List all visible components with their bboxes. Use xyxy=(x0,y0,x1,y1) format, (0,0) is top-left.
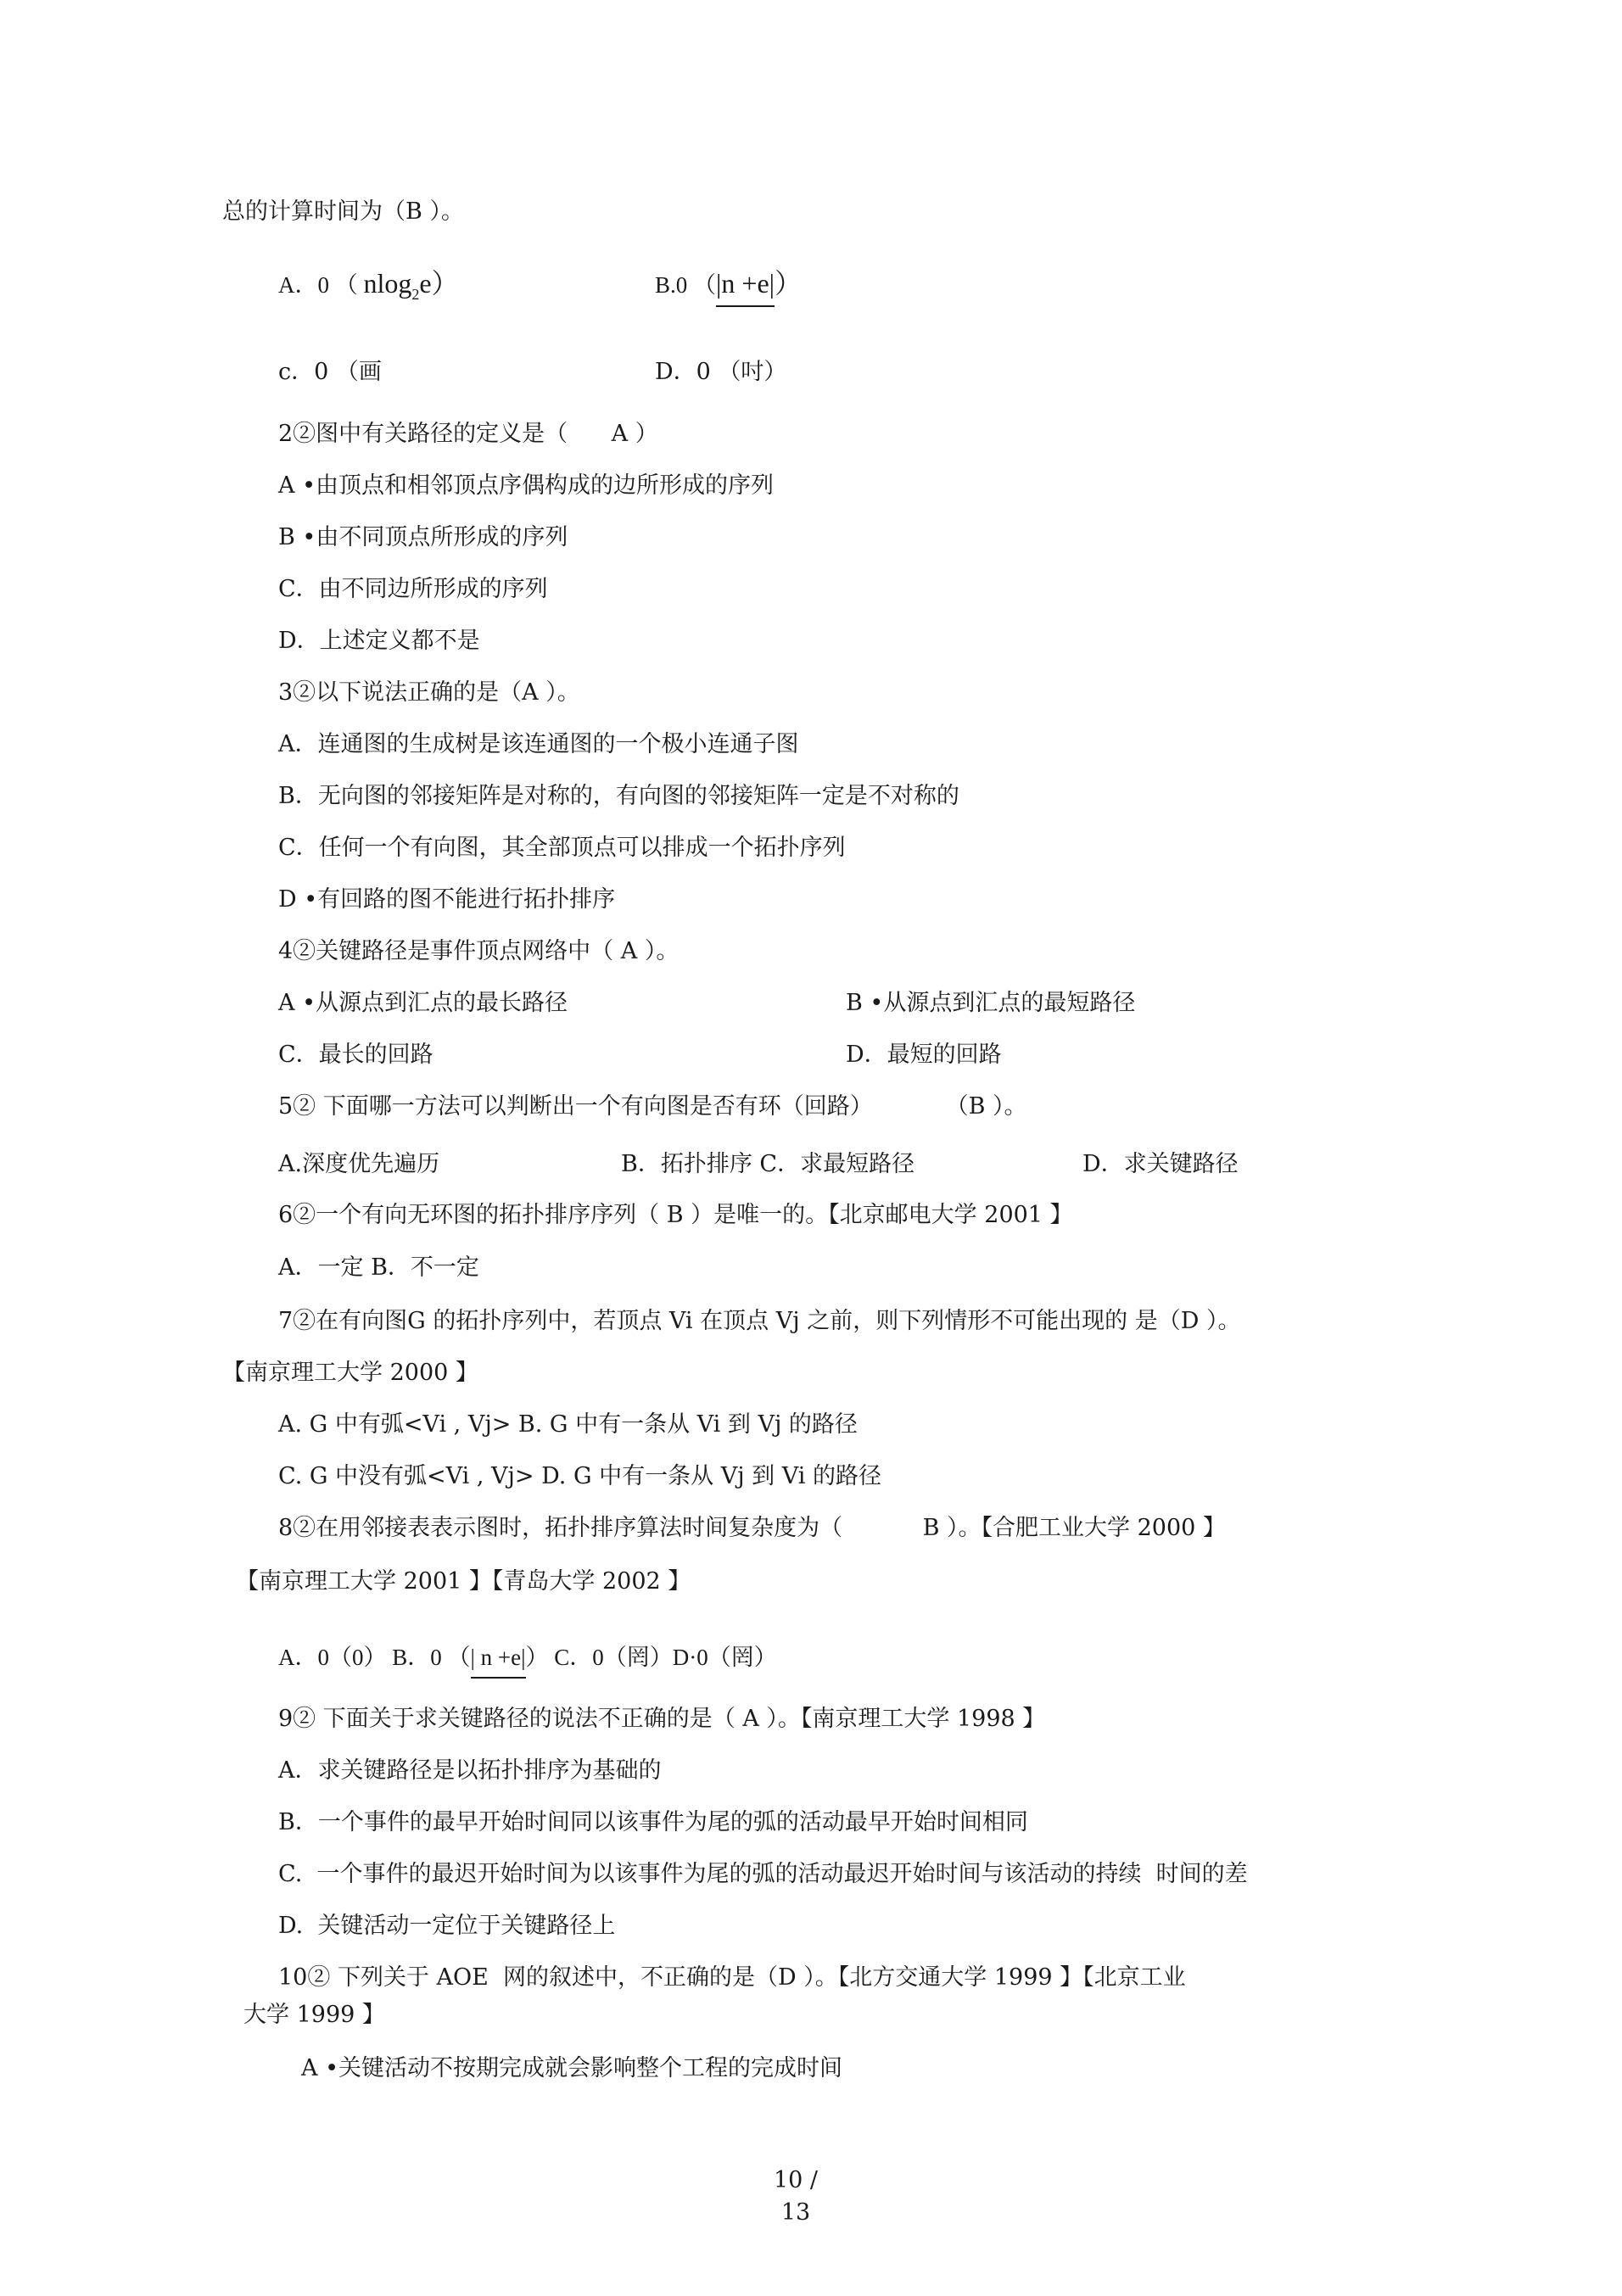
question-4: 4②关键路径是事件顶点网络中（ A ）。 xyxy=(278,938,680,964)
page-number-total: 13 xyxy=(780,2199,811,2226)
option-d: D．最短的回路 xyxy=(846,1042,1002,1068)
option-c: c．0 （画 xyxy=(278,359,382,385)
option-b: B．一个事件的最早开始时间同以该事件为尾的弧的活动最早开始时间相同 xyxy=(278,1809,1028,1835)
formula-subscript: 2 xyxy=(411,286,420,303)
option-b-label: B.0 （ xyxy=(655,272,717,298)
option-a: A •由顶点和相邻顶点序偶构成的边所形成的序列 xyxy=(278,472,775,499)
options-tail: ） C．0（罔）D·0（罔） xyxy=(525,1645,777,1670)
question-10: 10② 下列关于 AOE 网的叙述中，不正确的是（D ）。【北方交通大学 1999 】【北京工业 xyxy=(278,1964,1186,1991)
formula-tail: e） xyxy=(419,268,459,299)
formula: | n +e| xyxy=(471,1645,526,1679)
option-c: C．最长的回路 xyxy=(278,1042,433,1068)
source-note: 大学 1999 】 xyxy=(243,2002,385,2028)
option-c: C．任何一个有向图，其全部顶点可以排成一个拓扑序列 xyxy=(278,835,846,861)
question-5: 5② 下面哪一方法可以判断出一个有向图是否有环（回路） （B ）。 xyxy=(278,1093,1027,1120)
formula: |n +e| xyxy=(716,268,775,307)
question-7: 7②在有向图G 的拓扑序列中，若顶点 Vi 在顶点 Vj 之前，则下列情形不可能出现的 是（D ）。 xyxy=(278,1308,1241,1334)
options xyxy=(278,1646,777,1669)
question-3: 3②以下说法正确的是（A ）。 xyxy=(278,679,580,706)
source-note: 【南京理工大学 2000 】 xyxy=(222,1360,478,1386)
options-c-d: C. G 中没有弧<Vi , Vj> D. G 中有一条从 Vj 到 Vi 的路径 xyxy=(278,1463,881,1489)
option-d: D. 关键活动一定位于关键路径上 xyxy=(278,1913,616,1939)
options-a-b: A. G 中有弧<Vi , Vj> B. G 中有一条从 Vi 到 Vj 的路径 xyxy=(278,1411,858,1438)
option-d: D．上述定义都不是 xyxy=(278,628,480,654)
question-6: 6②一个有向无环图的拓扑排序序列（ B ）是唯一的。【北京邮电大学 2001 】 xyxy=(278,1202,1073,1228)
option-b: B •从源点到汇点的最短路径 xyxy=(846,990,1136,1016)
option-a: A •从源点到汇点的最长路径 xyxy=(278,990,568,1016)
option-c: C. 一个事件的最迟开始时间为以该事件为尾的弧的活动最迟开始时间与该活动的持续 时间的差 xyxy=(278,1861,1248,1887)
option-a: A.深度优先遍历 xyxy=(278,1151,440,1177)
option-d: D •有回路的图不能进行拓扑排序 xyxy=(278,886,616,913)
options-label: A．0（0） B．0 （ xyxy=(278,1645,471,1670)
option-b-c: B．拓扑排序 C．求最短路径 xyxy=(621,1151,915,1177)
page-number-current: 10 / xyxy=(773,2167,819,2193)
option-a: A．求关键路径是以拓扑排序为基础的 xyxy=(278,1757,662,1784)
option-d: D．0 （吋） xyxy=(655,359,787,385)
option-b xyxy=(655,270,802,297)
option-a: A •关键活动不按期完成就会影响整个工程的完成时间 xyxy=(301,2055,843,2081)
question-9: 9② 下面关于求关键路径的说法不正确的是（ A ）。【南京理工大学 1998 】 xyxy=(278,1706,1046,1732)
question-2: 2②图中有关路径的定义是（ A ） xyxy=(278,421,658,447)
question-8: 8②在用邻接表表示图时，拓扑排序算法时间复杂度为（ B ）。【合肥工业大学 2000 】 xyxy=(278,1515,1226,1541)
option-a xyxy=(278,268,459,303)
source-note: 【南京理工大学 2001 】【青岛大学 2002 】 xyxy=(236,1568,691,1595)
option-a: A．连通图的生成树是该连通图的一个极小连通子图 xyxy=(278,731,799,757)
option-b: B．无向图的邻接矩阵是对称的，有向图的邻接矩阵一定是不对称的 xyxy=(278,783,959,809)
options: A．一定 B．不一定 xyxy=(278,1254,479,1281)
text-line: 总的计算时间为（B ）。 xyxy=(222,198,464,225)
option-d: D．求关键路径 xyxy=(1082,1151,1239,1177)
option-b: B •由不同顶点所形成的序列 xyxy=(278,524,568,550)
formula: nlog xyxy=(363,268,412,299)
option-c: C．由不同边所形成的序列 xyxy=(278,576,548,602)
formula-tail: ） xyxy=(775,268,803,299)
option-a-label: A．0 （ xyxy=(278,272,364,298)
